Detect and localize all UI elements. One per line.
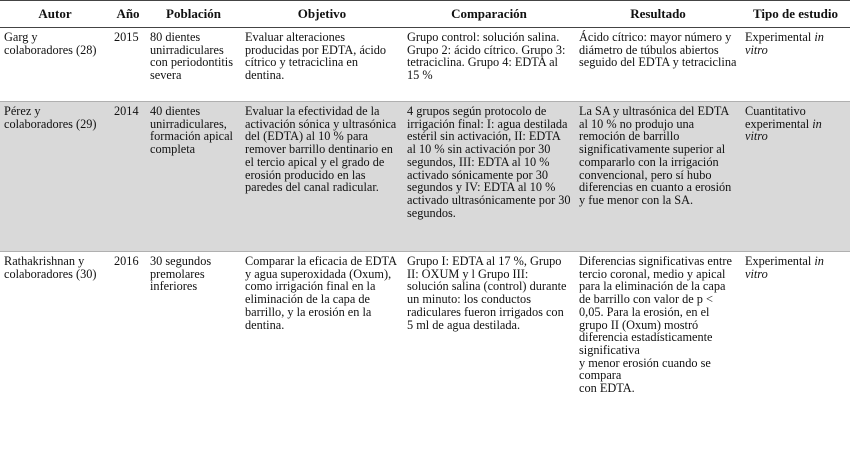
cell-autor: Rathakrishnan y colaboradores (30): [4, 254, 97, 281]
cell-anio: 2014: [110, 102, 146, 252]
cell-resultado: [575, 252, 741, 463]
table-row: [0, 102, 850, 252]
resultado-line: Diferencias significativas entre: [579, 254, 732, 268]
header-comparacion: Comparación: [403, 1, 575, 28]
header-row: [0, 1, 850, 28]
table-header: [0, 1, 850, 28]
header-tipo-estudio: Tipo de estudio: [741, 1, 850, 28]
header-objetivo: Objetivo: [241, 1, 403, 28]
header-resultado: Resultado: [575, 1, 741, 28]
header-poblacion: Población: [146, 1, 241, 28]
resultado-line: diferencia estadísticamente significativa: [579, 330, 713, 357]
tipo-text: Cuantitativo experimental: [745, 104, 813, 131]
table-row: [0, 28, 850, 102]
tipo-text: Experimental: [745, 254, 815, 268]
header-anio: Año: [110, 1, 146, 28]
cell-autor: Garg y colaboradores (28): [0, 28, 110, 102]
cell-resultado: Ácido cítrico: mayor número y diámetro de túbulos abiertos seguido del EDTA y tetraciclina: [575, 28, 741, 102]
cell-objetivo: Evaluar alteraciones producidas por EDTA, ácido cítrico y tetraciclina en dentina.: [241, 28, 403, 102]
resultado-line: con EDTA.: [579, 381, 635, 396]
cell-tipo-estudio: [741, 102, 850, 252]
cell-objetivo: Comparar la eficacia de EDTA y agua superoxidada (Oxum), como irrigación final en la eliminación de la capa de barrillo, y la erosión en la dentina.: [245, 254, 397, 332]
table-row: [0, 252, 850, 463]
cell-autor: Pérez y colaboradores (29): [0, 102, 110, 252]
cell-anio: 2016: [114, 254, 139, 268]
cell-comparacion: 4 grupos según protocolo de irrigación final: I: agua destilada estéril sin activación, II: EDTA al 10 % sin activación por 30 segundos, III: EDTA al 10 % activado sónicamente por 30 segundos y IV: EDTA al 10 % activado ultrasónicamente por 30 segundos.: [403, 102, 575, 252]
cell-anio: 2015: [110, 28, 146, 102]
tipo-italic-text: in vitro: [745, 116, 822, 144]
studies-table: [0, 1, 850, 462]
resultado-line: tercio coronal, medio y apical para la eliminación de la capa de barrillo con valor de p < 0,05. Para la erosión, en el grupo II (Oxum) mostró: [579, 266, 726, 332]
header-autor: Autor: [0, 1, 110, 28]
cell-objetivo: Evaluar la efectividad de la activación sónica y ultrasónica del (EDTA) al 10 % para remover barrillo dentinario en el tercio apical y el grado de erosión producido en las paredes del canal radicular.: [241, 102, 403, 252]
cell-poblacion: 30 segundos premolares inferiores: [150, 254, 212, 294]
cell-poblacion: 40 dientes unirradiculares, formación apical completa: [146, 102, 241, 252]
tipo-text: Experimental: [745, 30, 815, 44]
cell-poblacion: 80 dientes unirradiculares con periodontitis severa: [146, 28, 241, 102]
cell-resultado: La SA y ultrasónica del EDTA al 10 % no produjo una remoción de barrillo significativamente superior al compararlo con la irrigación convencional, pero sí hubo diferencias en cuanto a erosión y fue menor con la SA.: [575, 102, 741, 252]
tipo-italic-text: in vitro: [745, 30, 824, 57]
tipo-italic-text: in vitro: [745, 254, 824, 281]
cell-comparacion: Grupo I: EDTA al 17 %, Grupo II: OXUM y l Grupo III: solución salina (control) durante un minuto: los conductos radiculares fueron irrigados con 5 ml de agua destilada.: [407, 254, 567, 332]
cell-comparacion: Grupo control: solución salina. Grupo 2: ácido cítrico. Grupo 3: tetraciclina. Grupo 4: EDTA al 15 %: [403, 28, 575, 102]
cell-tipo-estudio: [741, 28, 850, 102]
cell-tipo-estudio: [741, 252, 850, 463]
resultado-line: y menor erosión cuando se compara: [579, 355, 711, 383]
